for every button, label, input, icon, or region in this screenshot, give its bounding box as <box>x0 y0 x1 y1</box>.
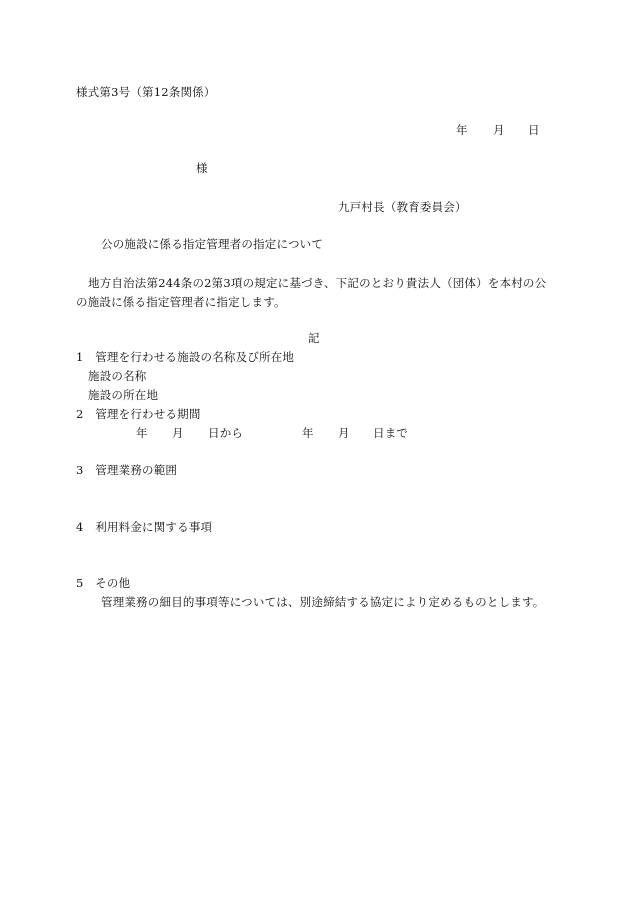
form-header: 様式第3号（第12条関係） <box>76 85 216 99</box>
date-year-label: 年 <box>456 123 468 137</box>
item5-text: 管理業務の細目的事項等については、別途締結する協定により定めるものとします。 <box>101 595 545 609</box>
item2-to-day: 日まで <box>373 426 409 440</box>
body-paragraph: 地方自治法第244条の2第3項の規定に基づき、下記のとおり貴法人（団体）を本村の公の施設に係る指定管理者に指定します。 <box>76 276 547 309</box>
item5-heading: 5 その他 <box>76 576 131 590</box>
sender-name: 九戸村長（教育委員会） <box>338 200 467 214</box>
item1-heading: 1 管理を行わせる施設の名称及び所在地 <box>76 350 295 364</box>
item2-heading: 2 管理を行わせる期間 <box>76 407 201 421</box>
date-day-label: 日 <box>528 123 540 137</box>
item2-to-month: 月 <box>338 426 350 440</box>
item4-heading: 4 利用料金に関する事項 <box>76 520 213 534</box>
addressee-suffix: 様 <box>196 161 208 175</box>
ki-label: 記 <box>308 331 320 345</box>
item2-from-month: 月 <box>172 426 184 440</box>
item2-from-year: 年 <box>136 426 148 440</box>
item2-from-day: 日から <box>208 426 244 440</box>
item2-to-year: 年 <box>302 426 314 440</box>
item1-facility-name-label: 施設の名称 <box>88 369 147 383</box>
date-month-label: 月 <box>493 123 505 137</box>
subject-line: 公の施設に係る指定管理者の指定について <box>101 237 324 251</box>
item3-heading: 3 管理業務の範囲 <box>76 463 178 477</box>
item1-facility-location-label: 施設の所在地 <box>88 388 159 402</box>
